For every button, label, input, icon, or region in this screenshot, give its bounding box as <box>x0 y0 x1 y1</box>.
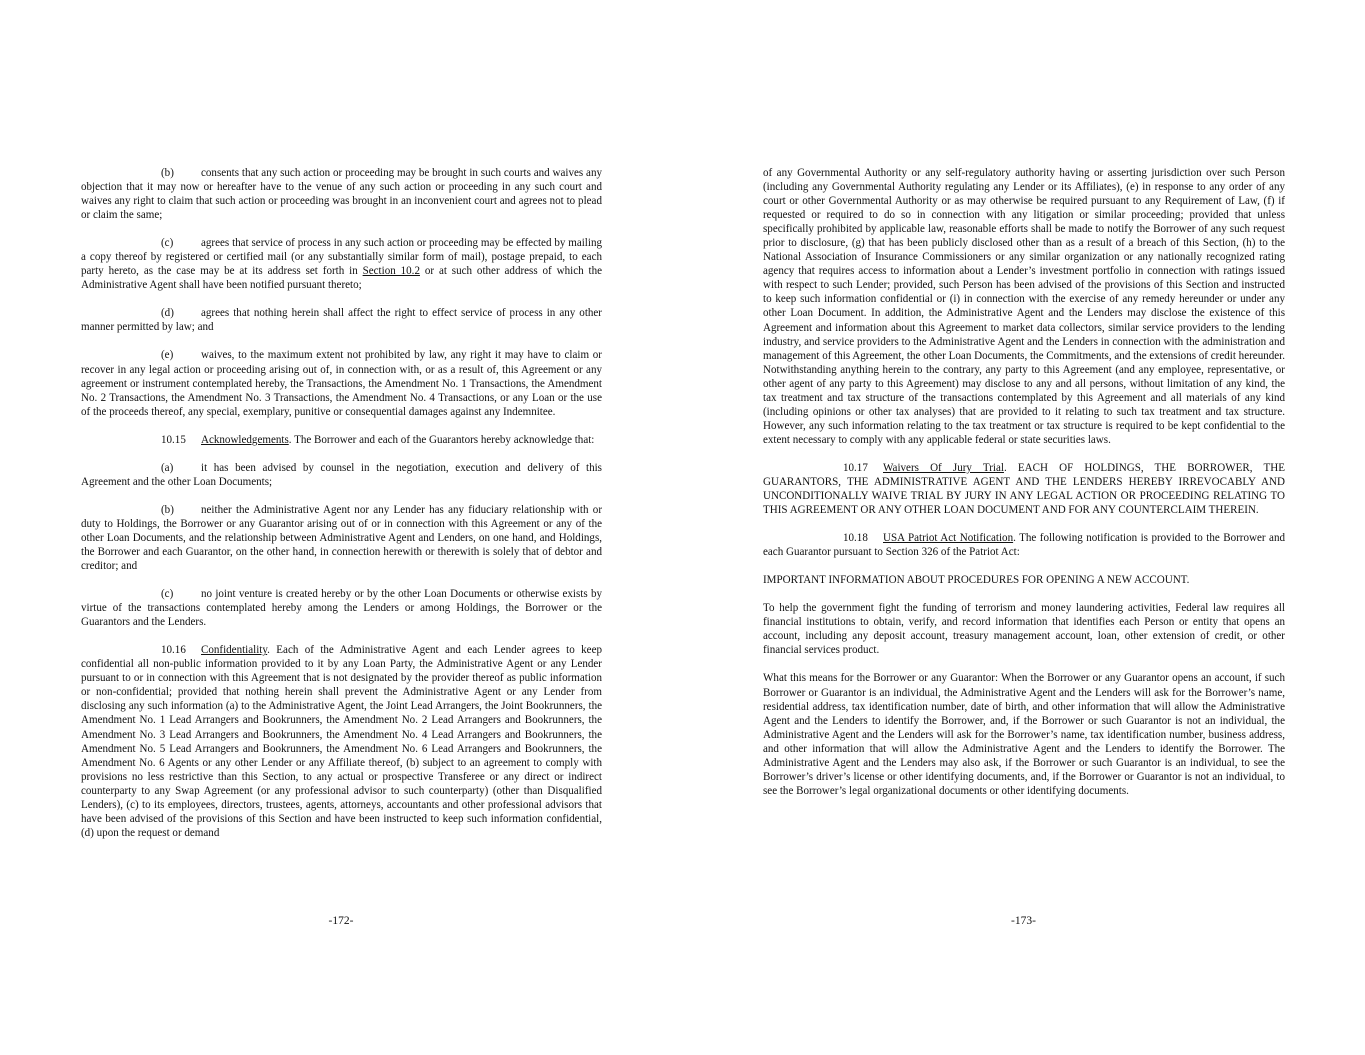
what-this-means-paragraph: What this means for the Borrower or any Guarantor: When the Borrower or any Guarantor opens an account, if such Borrower or Guarantor is an individual, the Administrative Agent and the Lenders will ask for the Borrower’s name, residential address, tax identification number, date of birth, and other information that will allow the Administrative Agent and the Lenders to identify the Borrower, and, if the Borrower or such Guarantor is not an individual, the Administrative Agent and the Lenders will ask for the Borrower’s name, tax identification number, business address, and other information that will allow the Administrative Agent and the Lenders to identify the Borrower. The Administrative Agent and the Lenders may also ask, if the Borrower or such Guarantor is an individual, to see the Borrower’s driver’s license or other identifying documents, and, if the Borrower or Guarantor is not an individual, to see the Borrower’s legal organizational documents or other identifying documents. <box>763 672 1285 797</box>
section-10-17-heading: Waivers Of Jury Trial <box>883 461 1004 474</box>
important-information-heading: IMPORTANT INFORMATION ABOUT PROCEDURES FOR OPENING A NEW ACCOUNT. <box>763 574 1190 587</box>
section-10-16-heading: Confidentiality <box>201 644 268 657</box>
section-10-16: 10.16 Confidentiality. Each of the Administrative Agent and each Lender agrees to keep confidential all non-public information provided to it by any Loan Party, the Administrative Agent or any Lender pursuant to or in connection with this Agreement that is not designated by the provider thereof as public information or non-confidential; provided that nothing herein shall prevent the Administrative Agent or any Lender from disclosing any such information (a) to the Administrative Agent, the Joint Lead Arrangers, the Joint Bookrunners, the Amendment No. 1 Lead Arrangers and Bookrunners, the Amendment No. 2 Lead Arrangers and Bookrunners, the Amendment No. 3 Lead Arrangers and Bookrunners, the Amendment No. 4 Lead Arrangers and Bookrunners, the Amendment No. 5 Lead Arrangers and Bookrunners, the Amendment No. 6 Lead Arrangers and Bookrunners, the Amendment No. 6 Agents or any other Lender or any Affiliate thereof, (b) subject to an agreement to comply with provisions no less restrictive than this Section, to any actual or prospective Transferee or any direct or indirect counterparty to any Swap Agreement (or any professional advisor to such counterparty) (other than Disqualified Lenders), (c) to its employees, directors, trustees, agents, attorneys, accountants and other professional advisors that have been advised of the provisions of this Section and have been instructed to keep such information confidential, (d) upon the request or demand <box>81 644 602 839</box>
ack-clause-a: (a) it has been advised by counsel in the negotiation, execution and delivery of this Agreement and the other Loan Documents; <box>81 461 602 488</box>
section-10-18-heading: USA Patriot Act Notification <box>883 532 1014 545</box>
ack-clause-b: (b) neither the Administrative Agent nor any Lender has any fiduciary relationship with or duty to Holdings, the Borrower or any Guarantor arising out of or in connection with this Agreement or any of the other Loan Documents, and the relationship between Administrative Agent and Lenders, on one hand, and Holdings, the Borrower and each Guarantor, on the other hand, in connection herewith or therewith is solely that of debtor and creditor; and <box>81 503 602 573</box>
page-173 <box>682 0 1365 1055</box>
clause-d-other-manner: (d) agrees that nothing herein shall affect the right to effect service of process in any other manner permitted by law; and <box>81 307 602 334</box>
section-10-17: 10.17 Waivers Of Jury Trial. EACH OF HOLDINGS, THE BORROWER, THE GUARANTORS, THE ADMINISTRATIVE AGENT AND THE LENDERS HEREBY IRREVOCABLY AND UNCONDITIONALLY WAIVE TRIAL BY JURY IN ANY LEGAL ACTION OR PROCEEDING RELATING TO THIS AGREEMENT OR ANY OTHER LOAN DOCUMENT AND FOR ANY COUNTERCLAIM THEREIN. <box>763 461 1285 517</box>
clause-e-waives: (e) waives, to the maximum extent not prohibited by law, any right it may have to claim or recover in any legal action or proceeding arising out of, in connection with, or as a result of, this Agreement or any agreement or instrument contemplated hereby, the Transactions, the Amendment No. 1 Transactions, the Amendment No. 2 Transactions, the Amendment No. 3 Transactions, the Amendment No. 4 Transactions, or any Loan or the use of the proceeds thereof, any special, exemplary, punitive or consequential damages against any Indemnitee. <box>81 349 602 418</box>
section-10-15: 10.15 Acknowledgements. The Borrower and each of the Guarantors hereby acknowledge that: <box>161 433 595 446</box>
page-172 <box>0 0 682 1055</box>
clause-c-service: (c) agrees that service of process in any such action or proceeding may be effected by mailing a copy thereof by registered or certified mail (or any substantially similar form of mail), postage prepaid, to each party hereto, as the case may be at its address set forth in Section 10.2 or at such other address of which the Administrative Agent shall have been notified pursuant thereto; <box>81 237 602 292</box>
confidentiality-continuation: of any Governmental Authority or any self-regulatory authority having or asserting jurisdiction over such Person (including any Governmental Authority regulating any Lender or its Affiliates), (e) in response to any order of any court or other Governmental Authority or as may otherwise be required pursuant to any Requirement of Law, (f) if requested or required to do so in connection with any litigation or similar proceeding; provided that unless specifically prohibited by applicable law, reasonable efforts shall be made to notify the Borrower of any such request prior to disclosure, (g) that has been publicly disclosed other than as a result of a breach of this Section, (h) to the National Association of Insurance Commissioners or any similar organization or any nationally recognized rating agency that requires access to information about a Lender’s investment portfolio in connection with ratings issued with respect to such Lender; provided, such Person has been advised of the provisions of this Section and instructed to keep such information confidential or (i) in connection with the exercise of any remedy hereunder or under any other Loan Document. In addition, the Administrative Agent and the Lenders may disclose the existence of this Agreement and information about this Agreement to market data collectors, similar service providers to the lending industry, and service providers to the Administrative Agent and the Lenders in connection with the administration and management of this Agreement, the other Loan Documents, the Commitments, and the extensions of credit hereunder. Notwithstanding anything herein to the contrary, any party to this Agreement (and any employee, representative, or other agent of any party to this Agreement) may disclose to any and all persons, without limitation of any kind, the tax treatment and tax structure of the transactions contemplated by this Agreement and all materials of any kind (including opinions or other tax analyses) that are provided to it relating to such tax treatment and tax structure. However, any such information relating to the tax treatment or tax structure is required to be kept confidential to the extent necessary to comply with any applicable federal or state securities laws. <box>763 167 1285 446</box>
section-10-2-reference: Section 10.2 <box>362 265 420 278</box>
ack-clause-c: (c) no joint venture is created hereby or by the other Loan Documents or otherwise exists by virtue of the transactions contemplated hereby among the Lenders or among Holdings, the Borrower or the Guarantors and the Lenders. <box>81 588 602 629</box>
section-10-18: 10.18 USA Patriot Act Notification. The following notification is provided to the Borrower and each Guarantor pursuant to Section 326 of the Patriot Act: <box>763 532 1285 559</box>
page-number: -173- <box>1011 915 1036 927</box>
right-page-body <box>763 166 1285 812</box>
section-10-15-heading: Acknowledgements <box>201 433 289 446</box>
clause-b-consents: (b) consents that any such action or proceeding may be brought in such courts and waives any objection that it may now or hereafter have to the venue of any such action or proceeding in any such court and waives any right to claim that such action or proceeding was brought in an inconvenient court and agrees not to plead or claim the same; <box>81 167 602 222</box>
left-page-body <box>81 166 602 854</box>
patriot-act-paragraph: To help the government fight the funding of terrorism and money laundering activities, Federal law requires all financial institutions to obtain, verify, and record information that identifies each Person or entity that opens an account, including any deposit account, treasury management account, loan, other extension of credit, or other financial services product. <box>763 602 1285 657</box>
page-number: -172- <box>328 915 354 927</box>
